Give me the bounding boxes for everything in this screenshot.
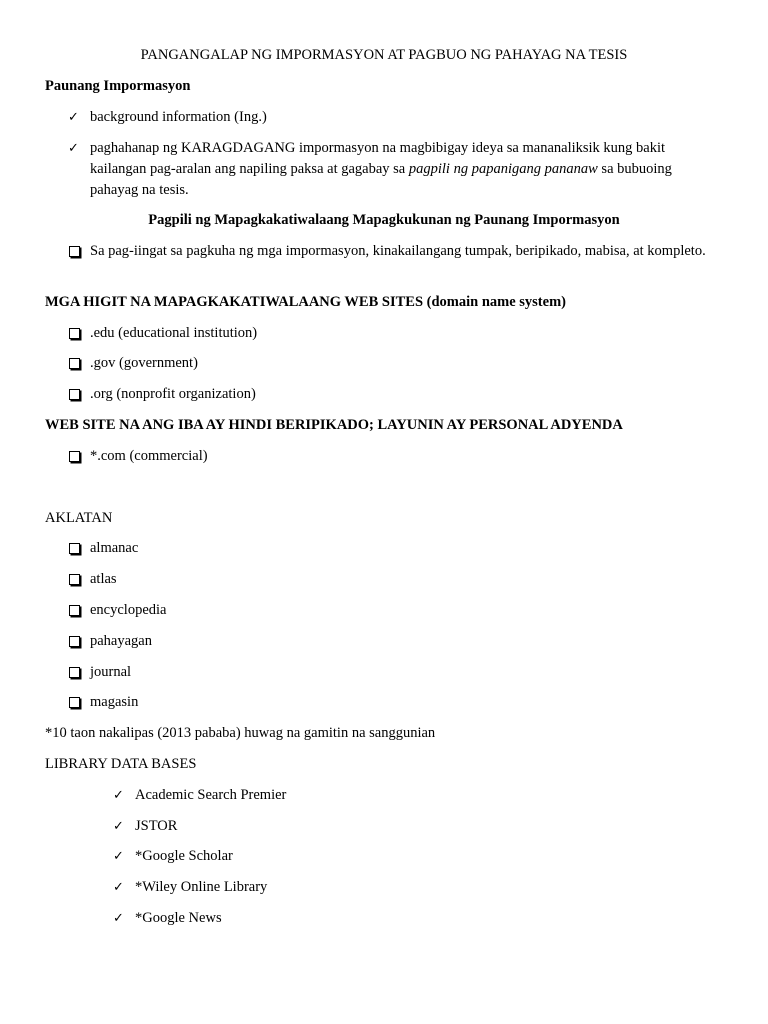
checkmark-icon: ✓ [113, 911, 124, 926]
list-item [113, 908, 753, 929]
document-title: PANGANGALAP NG IMPORMASYON AT PAGBUO NG PAHAYAG NA TESIS [140, 47, 628, 63]
checkmark-icon: ✓ [113, 788, 124, 803]
list-item-text: atlas [90, 571, 117, 587]
list-item-text [90, 138, 708, 201]
list-item-text: Sa pag-iingat sa pagkuha ng mga impormasyon, kinakailangang tumpak, beripikado, mabisa, at kompleto. [90, 243, 706, 259]
list-item [113, 877, 753, 898]
list-item [68, 692, 708, 713]
heading-web-site-hindi-beripikado: WEB SITE NA ANG IBA AY HINDI BERIPIKADO; LAYUNIN AY PERSONAL ADYENDA [45, 417, 623, 433]
list-item [68, 323, 708, 344]
list-item [113, 816, 753, 837]
list-item [68, 138, 708, 201]
list-item [68, 631, 708, 652]
checkmark-icon: ✓ [113, 849, 124, 864]
list-item-text: .edu (educational institution) [90, 325, 258, 341]
list-item [68, 241, 708, 262]
list-item [68, 600, 708, 621]
list-item-text: .org (nonprofit organization) [90, 386, 256, 402]
list-item-text: JSTOR [135, 818, 178, 834]
list-item [68, 353, 708, 374]
list-item-text: pahayagan [90, 633, 152, 649]
heading-aklatan: AKLATAN [45, 510, 113, 526]
list-item [68, 446, 708, 467]
list-item-text: journal [90, 664, 132, 680]
checkmark-icon: ✓ [113, 819, 124, 834]
checkmark-icon: ✓ [68, 141, 79, 156]
list-item-text: background information (Ing.) [90, 109, 267, 125]
list-item [68, 569, 708, 590]
list-item-text: almanac [90, 540, 139, 556]
list-item [113, 785, 753, 806]
heading-library-data-bases: LIBRARY DATA BASES [45, 756, 197, 772]
list-item-text: Academic Search Premier [135, 787, 287, 803]
text-run: paghahanap ng KARAGDAGANG impormasyon na magbibigay ideya sa mananaliksik kung bakit kailangan pag-aralan ang napiling paksa at gagabay sa [90, 140, 666, 177]
list-item [68, 538, 708, 559]
heading-web-sites: MGA HIGIT NA MAPAGKAKATIWALAANG WEB SITES (domain name system) [45, 294, 566, 310]
list-item-text: *.com (commercial) [90, 448, 208, 464]
checkmark-icon: ✓ [113, 880, 124, 895]
italic-text-run: pagpili ng papanigang pananaw [408, 161, 598, 177]
list-item-text: encyclopedia [90, 602, 167, 618]
list-item [68, 107, 708, 128]
heading-pagpili: Pagpili ng Mapagkakatiwalaang Mapagkukunan ng Paunang Impormasyon [148, 212, 620, 228]
list-item-text: *Google News [135, 910, 222, 926]
list-item [68, 384, 708, 405]
text-run: sa bubuoing pahayag na tesis. [90, 161, 672, 198]
list-item-text: magasin [90, 694, 139, 710]
list-item-text: .gov (government) [90, 355, 198, 371]
list-item [113, 846, 753, 867]
list-item [68, 662, 708, 683]
list-item-text: *Wiley Online Library [135, 879, 268, 895]
aklatan-note: *10 taon nakalipas (2013 pababa) huwag na gamitin na sanggunian [45, 725, 436, 741]
checkmark-icon: ✓ [68, 110, 79, 125]
heading-paunang-impormasyon: Paunang Impormasyon [45, 78, 191, 94]
list-item-text: *Google Scholar [135, 848, 233, 864]
